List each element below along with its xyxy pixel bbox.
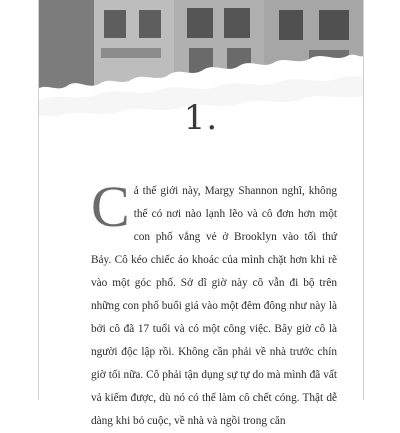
- window: [224, 8, 250, 38]
- window: [139, 10, 161, 38]
- window: [319, 10, 349, 40]
- awning: [101, 48, 161, 58]
- chapter-number: 1.: [183, 98, 219, 138]
- drop-cap-letter: C: [91, 174, 130, 239]
- paragraph-text: ả thế giới này, Margy Shannon nghĩ, không thể có nơi nào lạnh lẽo và cô đơn hơn một con phố vắng vẻ ở Brooklyn vào tối thứ Bảy. Cô kéo chiếc áo khoác của mình chặt hơn khi rẽ vào một góc phố. Sở dĩ giờ này cô vẫn đi bộ trên những con phố buổi giá vào một đêm đông như này là bởi cô đã 17 tuổi và có một công việc. Bây giờ cô là người độc lập rồi. Không cần phải về nhà trước chín giờ tối nữa. Cô phải tận dụng sự tự do mà mình đã vất vả kiếm được, dù nó có thể làm cô chết cóng. Thật dễ dàng khi bỏ cuộc, về nhà và ngồi trong căn: [91, 185, 337, 427]
- window: [104, 10, 126, 38]
- window: [187, 8, 213, 38]
- chapter-opening-paragraph: [91, 174, 337, 433]
- book-page: [38, 0, 364, 427]
- window: [279, 10, 303, 40]
